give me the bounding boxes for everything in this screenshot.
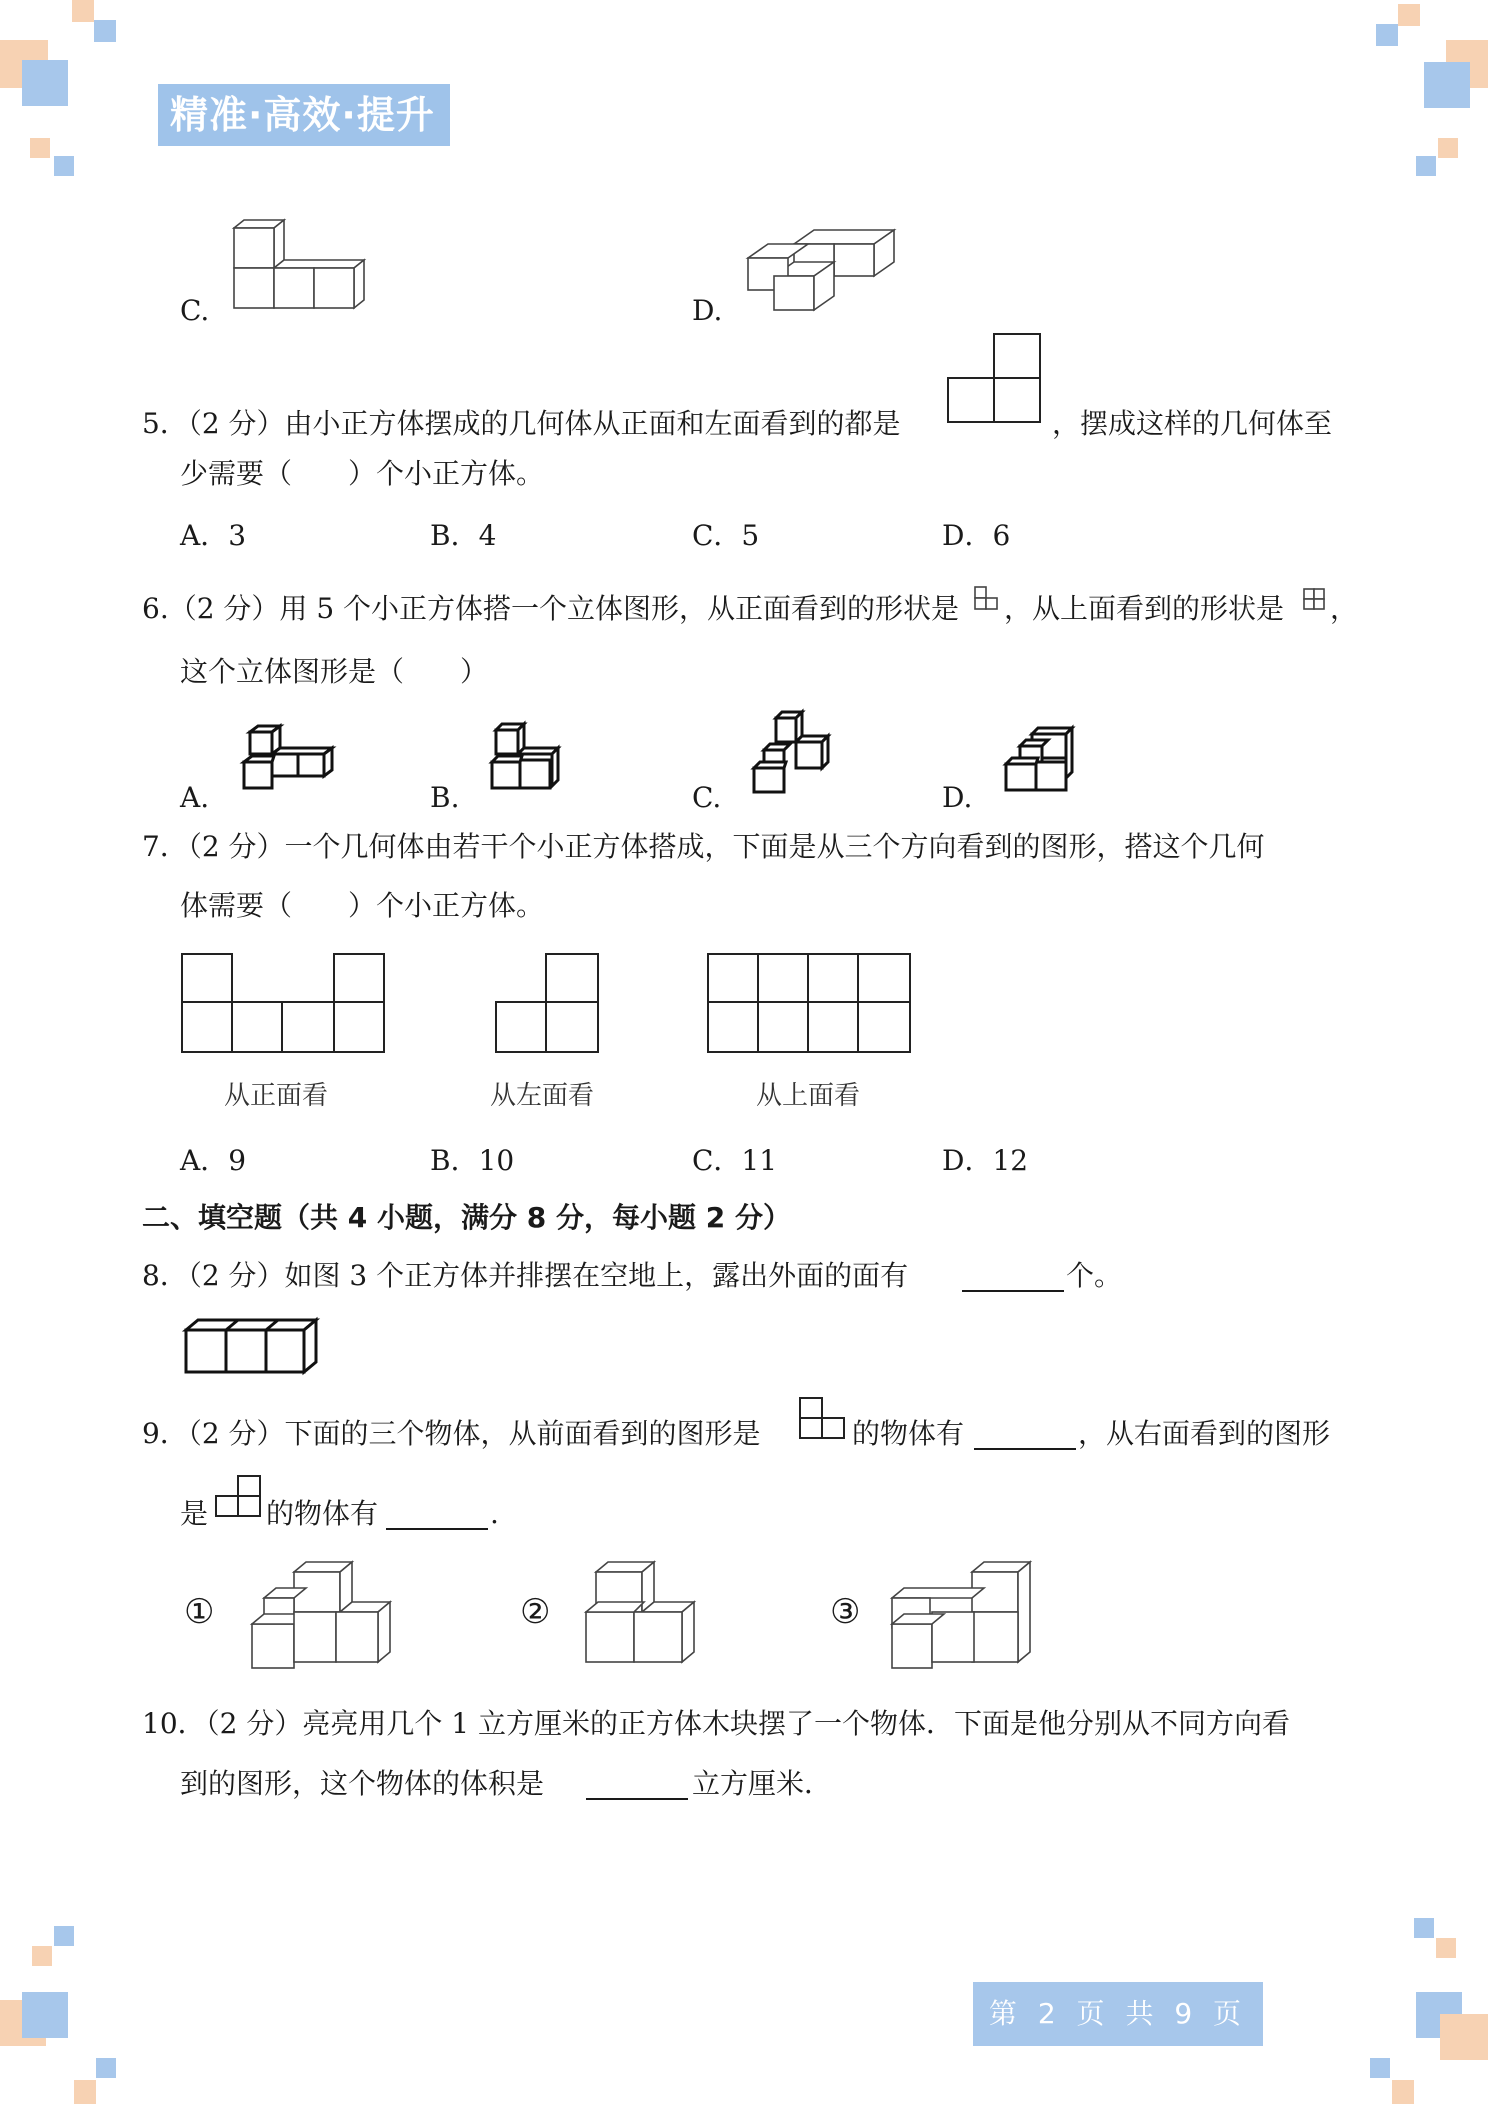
q5-view-figure xyxy=(946,332,1046,426)
q9-answer-blank-1[interactable] xyxy=(974,1420,1076,1450)
q5-option-c[interactable]: C．5 xyxy=(692,519,760,552)
page-number: 第 2 页 共 9 页 xyxy=(973,1982,1263,2046)
q5-option-b[interactable]: B．4 xyxy=(430,519,497,552)
q9-object-label-2: ② xyxy=(520,1592,551,1632)
header-banner: 精准·高效·提升 xyxy=(158,84,450,146)
q6-option-d-label[interactable]: D. xyxy=(942,781,973,814)
q5-option-d[interactable]: D．6 xyxy=(942,519,1011,552)
q9-stem-c: ，从右面看到的图形 xyxy=(1078,1417,1331,1450)
q6-option-b-label[interactable]: B. xyxy=(430,781,460,814)
q9-stem-f: . xyxy=(490,1497,499,1530)
q9-right-view-icon xyxy=(214,1474,266,1520)
q5-stem-b: ，摆成这样的几何体至 xyxy=(1052,407,1333,440)
q5-option-a[interactable]: A．3 xyxy=(180,519,247,552)
q7-left-view xyxy=(494,952,604,1054)
q6-stem-b: ，从上面看到的形状是 xyxy=(1004,592,1285,625)
q7-front-view xyxy=(180,952,390,1054)
q6-stem-d: 这个立体图形是（ ） xyxy=(180,655,489,688)
q7-option-c[interactable]: C．11 xyxy=(692,1144,778,1177)
q7-caption-left: 从左面看 xyxy=(490,1081,595,1111)
q6-option-c-figure xyxy=(750,710,840,796)
q9-object-label-1: ① xyxy=(184,1592,215,1632)
section-2-title: 二、填空题（共 4 小题，满分 8 分，每小题 2 分） xyxy=(142,1201,791,1234)
q6-option-a-label[interactable]: A. xyxy=(180,781,210,814)
q6-top-view-icon xyxy=(1302,587,1326,611)
q4-option-c-figure xyxy=(230,218,375,318)
q7-top-view xyxy=(706,952,916,1054)
q7-caption-front: 从正面看 xyxy=(224,1081,329,1111)
q7-option-a[interactable]: A．9 xyxy=(180,1144,247,1177)
q4-option-d-label[interactable]: D. xyxy=(692,294,723,327)
q9-stem-a: 9．（2 分）下面的三个物体，从前面看到的图形是 xyxy=(142,1417,761,1450)
q7-caption-top: 从上面看 xyxy=(756,1081,861,1111)
q10-answer-blank[interactable] xyxy=(586,1770,688,1800)
q4-option-d-figure xyxy=(744,226,904,316)
q5-stem-a: 5．（2 分）由小正方体摆成的几何体从正面和左面看到的都是 xyxy=(142,407,901,440)
q8-stem-a: 8．（2 分）如图 3 个正方体并排摆在空地上，露出外面的面有 xyxy=(142,1259,909,1292)
q9-object-2 xyxy=(582,1560,702,1672)
q10-stem-a: 10．（2 分）亮亮用几个 1 立方厘米的正方体木块摆了一个物体．下面是他分别从不同方向看 xyxy=(142,1707,1290,1740)
q7-option-b[interactable]: B．10 xyxy=(430,1144,515,1177)
q10-stem-b: 到的图形，这个物体的体积是 xyxy=(180,1767,545,1800)
q8-stem-b: 个。 xyxy=(1066,1259,1123,1292)
q6-stem-a: 6.（2 分）用 5 个小正方体搭一个立体图形，从正面看到的形状是 xyxy=(142,592,960,625)
q8-answer-blank[interactable] xyxy=(962,1262,1064,1292)
q9-answer-blank-2[interactable] xyxy=(386,1500,488,1530)
q6-front-view-icon xyxy=(973,585,999,611)
q8-figure xyxy=(182,1316,322,1378)
q9-stem-e: 的物体有 xyxy=(266,1497,379,1530)
q6-option-a-figure xyxy=(240,722,340,794)
q9-front-view-icon xyxy=(798,1396,850,1442)
q5-stem-c: 少需要（ ）个小正方体。 xyxy=(180,457,545,490)
q7-option-d[interactable]: D．12 xyxy=(942,1144,1029,1177)
q10-stem-c: 立方厘米． xyxy=(692,1767,833,1800)
q9-stem-b: 的物体有 xyxy=(852,1417,965,1450)
q9-object-label-3: ③ xyxy=(830,1592,861,1632)
q4-option-c-label[interactable]: C. xyxy=(180,294,210,327)
q9-stem-d: 是 xyxy=(180,1497,209,1530)
q6-option-b-figure xyxy=(488,722,568,794)
q9-object-1 xyxy=(248,1560,398,1672)
q6-option-d-figure xyxy=(1002,726,1092,796)
q6-stem-c: ， xyxy=(1330,592,1359,625)
q9-object-3 xyxy=(888,1560,1038,1672)
q7-stem-a: 7．（2 分）一个几何体由若干个小正方体搭成，下面是从三个方向看到的图形，搭这个几何 xyxy=(142,830,1265,863)
q7-stem-b: 体需要（ ）个小正方体。 xyxy=(180,889,545,922)
q6-option-c-label[interactable]: C. xyxy=(692,781,722,814)
